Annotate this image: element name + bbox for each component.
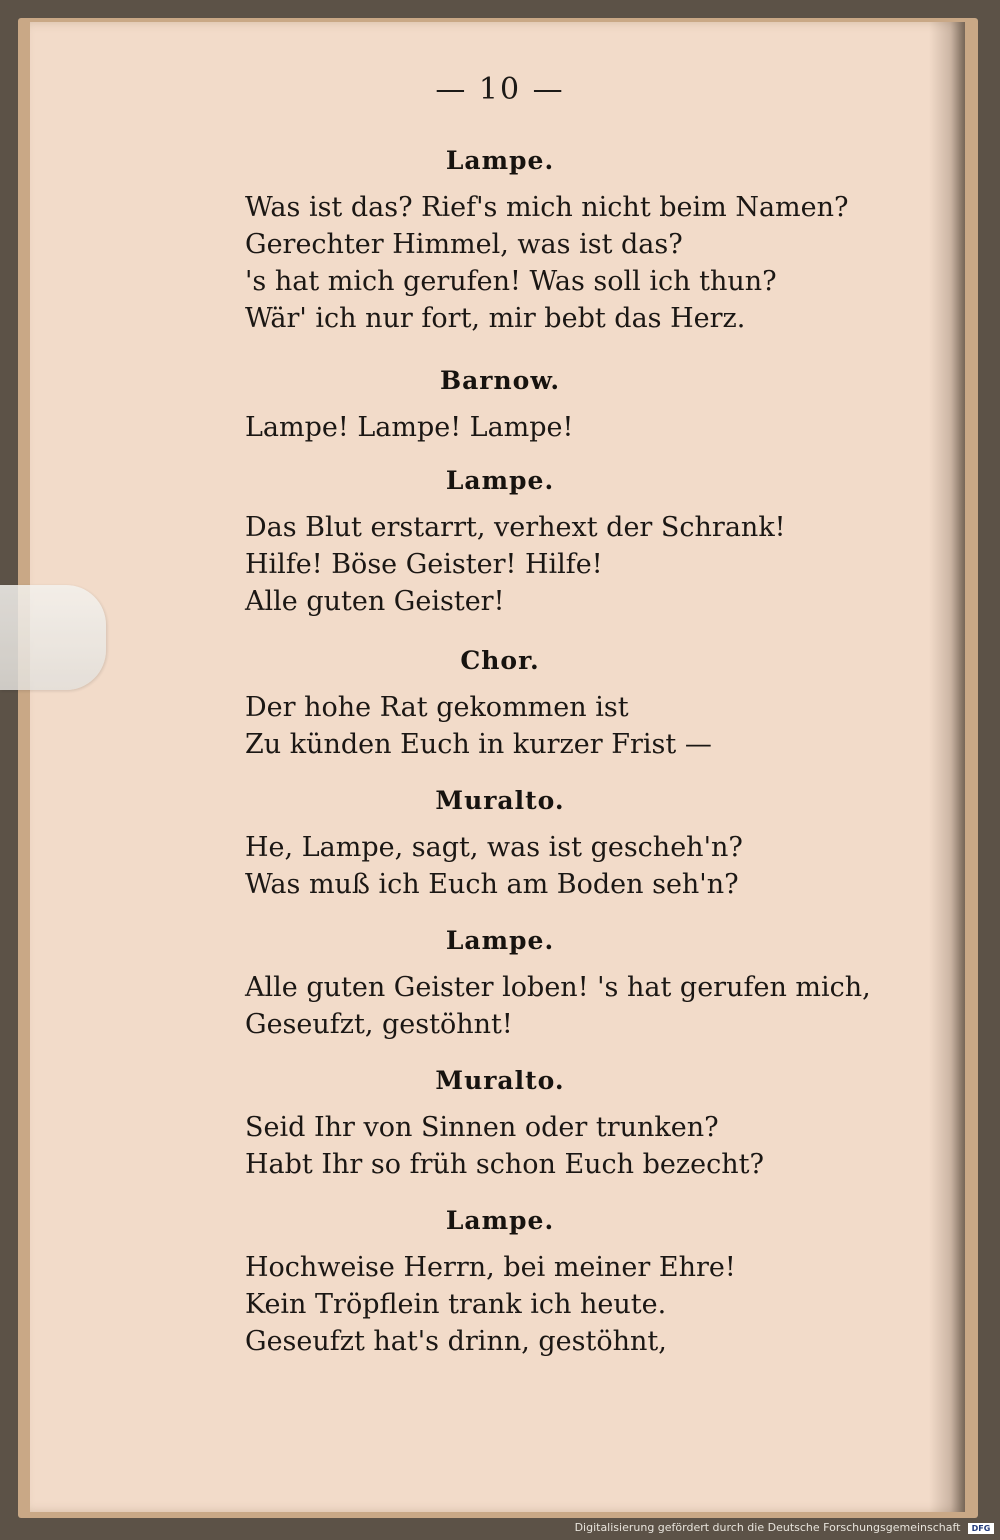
verse-line: Wär' ich nur fort, mir bebt das Herz. <box>245 303 746 334</box>
verse-line: Zu künden Euch in kurzer Frist — <box>245 729 712 760</box>
speaker-name: Lampe. <box>445 146 555 175</box>
verse-line: Alle guten Geister! <box>245 586 505 617</box>
verse-line: Geseufzt, gestöhnt! <box>245 1009 513 1040</box>
verse-line: 's hat mich gerufen! Was soll ich thun? <box>245 266 777 297</box>
verse-line: Der hohe Rat gekommen ist <box>245 692 629 723</box>
speaker-name: Lampe. <box>445 466 555 495</box>
verse-line: Was muß ich Euch am Boden seh'n? <box>245 869 739 900</box>
speaker-name: Lampe. <box>445 926 555 955</box>
verse-line: He, Lampe, sagt, was ist gescheh'n? <box>245 832 743 863</box>
verse-line: Hilfe! Böse Geister! Hilfe! <box>245 549 603 580</box>
verse-line: Hochweise Herrn, bei meiner Ehre! <box>245 1252 736 1283</box>
dfg-logo-icon: DFG <box>968 1523 994 1534</box>
verse-line: Das Blut erstarrt, verhext der Schrank! <box>245 512 786 543</box>
verse-line: Alle guten Geister loben! 's hat gerufen mich, <box>245 972 871 1003</box>
page-number: — 10 — <box>435 72 565 107</box>
verse-line: Geseufzt hat's drinn, gestöhnt, <box>245 1326 667 1357</box>
speaker-name: Lampe. <box>445 1206 555 1235</box>
speaker-name: Muralto. <box>435 786 565 815</box>
credit-text: Digitalisierung gefördert durch die Deutsche Forschungsgemeinschaft <box>574 1521 961 1534</box>
speaker-name: Barnow. <box>439 366 561 395</box>
verse-line: Seid Ihr von Sinnen oder trunken? <box>245 1112 719 1143</box>
verse-line: Was ist das? Rief's mich nicht beim Namen? <box>245 192 849 223</box>
speech-block <box>0 1066 1000 1183</box>
speech-block <box>0 926 1000 1043</box>
speech-block <box>0 1206 1000 1360</box>
speaker-name: Chor. <box>460 646 540 675</box>
verse-line: Lampe! Lampe! Lampe! <box>245 412 574 443</box>
speech-block <box>0 646 1000 763</box>
speech-block <box>0 786 1000 903</box>
speech-block <box>0 466 1000 620</box>
verse-line: Gerechter Himmel, was ist das? <box>245 229 683 260</box>
speech-block <box>0 366 1000 446</box>
verse-line: Kein Tröpflein trank ich heute. <box>245 1289 667 1320</box>
verse-line: Habt Ihr so früh schon Euch bezecht? <box>245 1149 764 1180</box>
speech-block <box>0 146 1000 337</box>
speaker-name: Muralto. <box>435 1066 565 1095</box>
digitization-credit <box>575 1521 994 1534</box>
